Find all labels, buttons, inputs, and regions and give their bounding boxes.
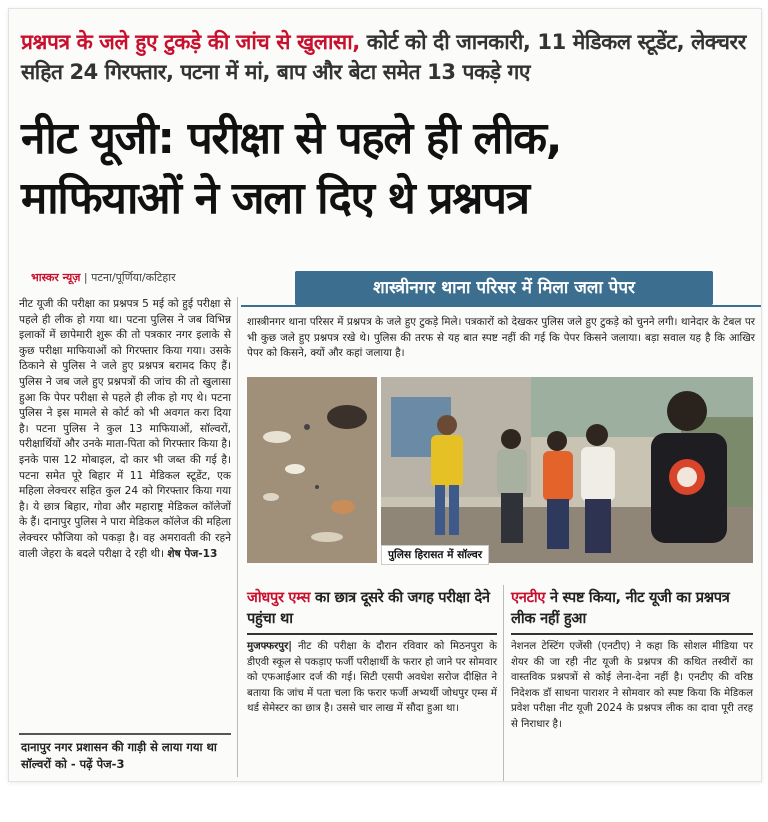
arrest-photo — [381, 377, 753, 563]
kicker-text: कोर्ट को दी जानकारी, 11 मेडिकल स्टूडेंट, लेक्चरर सहित 24 गिरफ्तार, पटना में मां, बाप और बेटा समेत 13 पकड़े गए — [21, 30, 746, 84]
feature-body: शास्त्रीनगर थाना परिसर में प्रश्नपत्र के जले हुए टुकड़े मिले। पत्रकारों को देखकर पुलिस जले हुए टुकड़े को चुनने लगी। थानेदार के टेबल पर भी कुछ जले हुए प्रश्नपत्र रखे थे। पुलिस की तरफ से यह बात स्पष्ट नहीं की गई कि पेपर किसने जलाया। बड़ा सवाल यह है कि आखिर पेपर को किसने, क्यों और कहां जलाया है। — [247, 316, 755, 360]
byline-source: भास्कर न्यूज़ — [31, 271, 81, 284]
byline-places: पटना/पूर्णिया/कटिहार — [91, 271, 176, 284]
main-headline — [21, 109, 761, 229]
jodhpur-text: नीट की परीक्षा के दौरान रविवार को मिठनपुरा के डीएवी स्कूल से पकड़ाए फर्जी परीक्षार्थी के फरार हो जाने पर सोमवार को एफआईआर दर्ज की गई। सिटी एसपी अवधेश सरोज दीक्षित ने बताया कि जांच में पता चला कि फरार फर्जी अभ्यर्थी जोधपुर एम्स में थर्ड सेमेस्टर का छात्र है। उससे चार लाख में सौदा हुआ था। — [247, 641, 497, 715]
headline-line-2: माफियाओं ने जला दिए थे प्रश्नपत्र — [21, 173, 529, 224]
banner-rule — [241, 305, 761, 307]
kicker-highlight: प्रश्नपत्र के जले हुए टुकड़े की जांच से खुलासा, — [21, 30, 360, 54]
feature-banner: शास्त्रीनगर थाना परिसर में मिला जला पेपर — [295, 271, 713, 305]
continued-ref: शेष पेज-13 — [167, 547, 218, 560]
nta-body: नेशनल टेस्टिंग एजेंसी (एनटीए) ने कहा कि सोशल मीडिया पर शेयर की जा रही नीट यूजी के प्रश्नपत्र की कथित तस्वीरों का वास्तविक प्रश्नपत्रों से कोई लेना-देना नहीं है। एनटीए की वरिष्ठ निदेशक डॉ साधना पाराशर ने सोमवार को स्पष्ट किया कि मेडिकल प्रवेश परीक्षा नीट यूजी 2024 के प्रश्नपत्र लीक का दावा पूरी तरह से निराधार है। — [511, 641, 753, 730]
nta-rule — [511, 633, 753, 635]
nta-headline — [511, 587, 753, 629]
dateline: मुजफ्फरपुर| — [247, 641, 292, 652]
nta-headline-highlight: एनटीए — [511, 589, 546, 606]
lead-story-text: नीट यूजी की परीक्षा का प्रश्नपत्र 5 मई को हुई परीक्षा से पहले ही लीक हो गया था। पटना पुलिस ने जब विभिन्न इलाकों में छापेमारी शुरू की तो पत्रकार नगर इलाके से कुछ परीक्षा माफियाओं को गिरफ्तार किया गया। उसके ठिकाने से पुलिस ने जले हुए प्रश्नपत्र बरामद किए हैं। पुलिस ने जब जले हुए प्रश्नपत्रों की जांच की तो खुलासा हुआ कि पेपर परीक्षा से पहले ही लीक हो गए थे। पटना पुलिस ने इस मामले से कोर्ट को भी अवगत करा दिया है। पटना पुलिस ने कुल 13 माफियाओं, सॉल्वरों, परीक्षार्थियों और उनके माता-पिता को गिरफ्तार किया है। इनके पास 12 मोबाइल, दो कार भी जब्त की गई है। पटना समेत पूरे बिहार में 11 मेडिकल स्टूडेंट, एक महिला लेक्चरर सहित कुल 24 को गिरफ्तार किया गया है। ये छात्र बिहार, गोवा और महाराष्ट्र मेडिकल कॉलेजों के हैं। दानापुर पुलिस ने पारा मेडिकल कॉलेज की महिला लेक्चरर फौजिया को पकड़ा है। वह अमरावती की रहने वाली जेहरा के बदले परीक्षा दे रही थी। — [19, 298, 231, 560]
column-divider-2 — [503, 585, 504, 781]
column-divider — [237, 297, 238, 777]
newspaper-clipping — [8, 8, 762, 782]
kicker-headline — [21, 27, 751, 87]
jodhpur-headline — [247, 587, 497, 629]
jodhpur-rule — [247, 633, 497, 635]
burnt-paper-image — [247, 377, 377, 563]
burnt-paper-photo — [247, 377, 377, 563]
nta-headline-text: ने स्पष्ट किया, नीट यूजी का प्रश्नपत्र लीक नहीं हुआ — [511, 589, 730, 627]
teaser-headline: दानापुर नगर प्रशासन की गाड़ी से लाया गया था सॉल्वरों को - पढ़ें पेज-3 — [21, 740, 217, 771]
headline-line-1: नीट यूजी: परीक्षा से पहले ही लीक, — [21, 113, 562, 164]
police-custody-image — [381, 377, 753, 563]
jodhpur-headline-highlight: जोधपुर एम्स — [247, 589, 311, 606]
divider — [19, 733, 231, 735]
lead-story-body — [19, 297, 231, 562]
photo-caption: पुलिस हिरासत में सॉल्वर — [381, 545, 489, 565]
jodhpur-body — [247, 639, 497, 717]
jodhpur-headline-text: का छात्र दूसरे की जगह परीक्षा देने पहुंचा था — [247, 589, 490, 627]
byline: भास्कर न्यूज़ | पटना/पूर्णिया/कटिहार — [31, 271, 176, 284]
